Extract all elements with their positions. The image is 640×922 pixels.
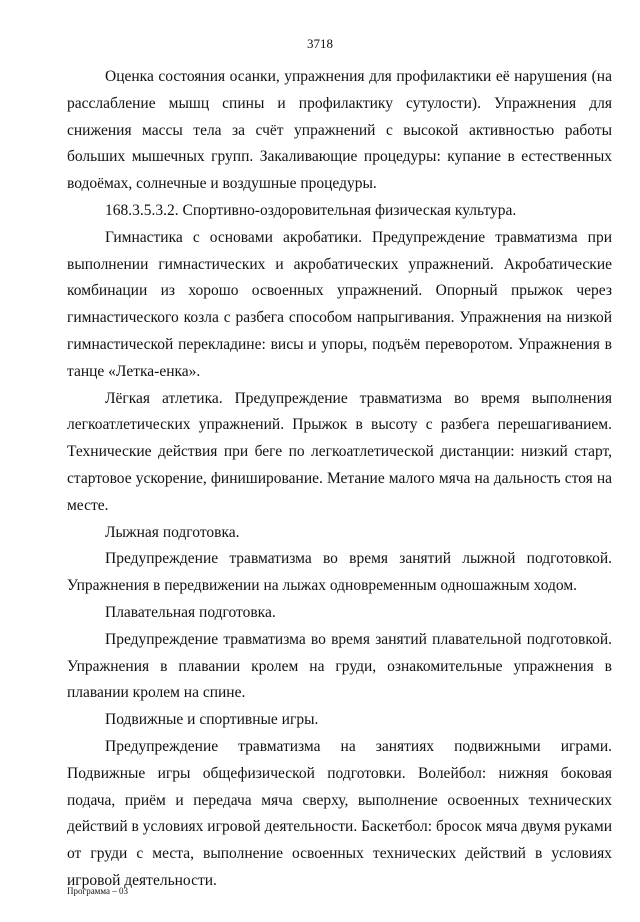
subheading-games: Подвижные и спортивные игры. [105,711,319,729]
paragraph-gymnastics: Гимнастика с основами акробатики. Предупреждение травматизма при выполнении гимнастических и акробатических упражнений. Акробатические комбинации из хорошо освоенных упражнений. Опорный прыжок через гимнастического козла с разбега способом напрыгивания. Упражнения на низкой гимнастической перекладине: висы и упоры, подъём переворотом. Упражнения в танце «Летка-енка». [67,228,612,380]
subheading-swimming: Плавательная подготовка. [105,603,276,621]
section-heading: 168.3.5.3.2. Спортивно-оздоровительная физическая культура. [105,201,517,219]
paragraph-swimming: Предупреждение травматизма во время занятий плавательной подготовкой. Упражнения в плавании кролем на груди, ознакомительные упражнения в плавании кролем на спине. [67,630,612,702]
paragraph-posture: Оценка состояния осанки, упражнения для профилактики её нарушения (на расслабление мышц спины и профилактику сутулости). Упражнения для снижения массы тела за счёт упражнений с высокой активностью работы больших мышечных групп. Закаливающие процедуры: купание в естественных водоёмах, солнечные и воздушные процедуры. [67,68,612,193]
paragraph-games: Предупреждение травматизма на занятиях подвижными играми. Подвижные игры общефизической подготовки. Волейбол: нижняя боковая подача, приём и передача мяча сверху, выполнение освоенных технических действий в условиях игровой деятельности. Баскетбол: бросок мяча двумя руками от груди с места, выполнение освоенных технических действий в условиях игровой деятельности. [67,737,612,889]
paragraph-skiing: Предупреждение травматизма во время занятий лыжной подготовкой. Упражнения в передвижении на лыжах одновременным одношажным ходом. [67,550,612,595]
document-body [67,64,612,895]
paragraph-athletics: Лёгкая атлетика. Предупреждение травматизма во время выполнения легкоатлетических упражнений. Прыжок в высоту с разбега перешагиванием. Технические действия при беге по легкоатлетической дистанции: низкий старт, стартовое ускорение, финиширование. Метание малого мяча на дальность стоя на месте. [67,389,612,514]
subheading-skiing: Лыжная подготовка. [105,523,240,541]
footer-label: Программа – 03 [67,886,129,896]
page-number: 3718 [307,36,333,51]
